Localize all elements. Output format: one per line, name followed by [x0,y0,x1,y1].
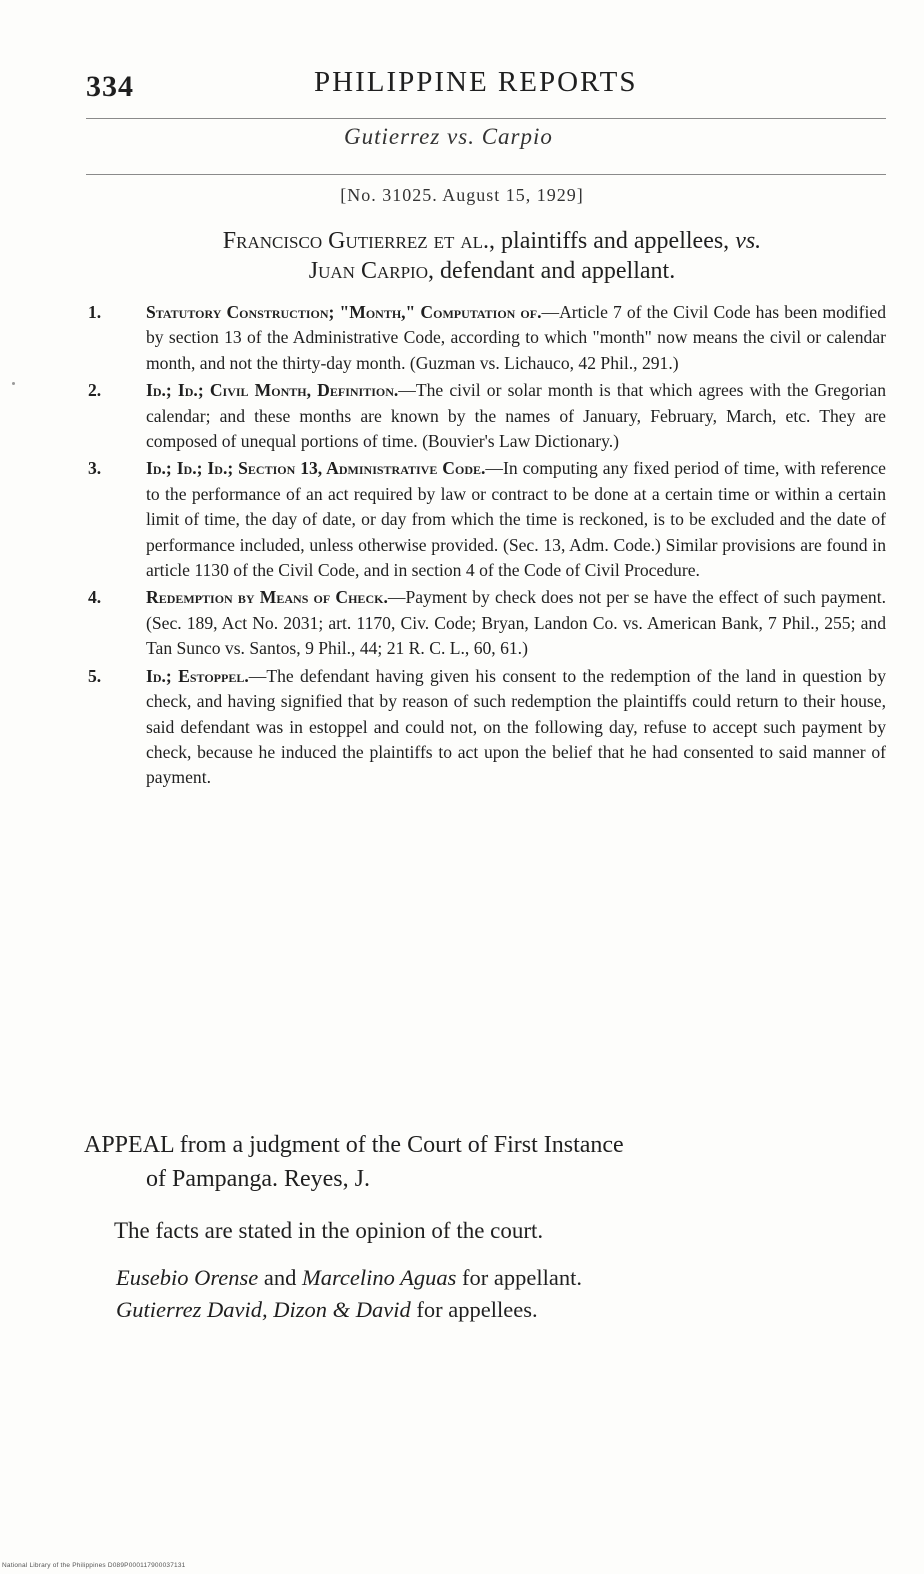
appellee-lawyers: Gutierrez David, Dizon & David [116,1297,411,1322]
syllabus-heading: Statutory Construction; "Month," Computation of. [146,302,542,322]
syllabus-number: 2. [88,380,102,401]
defendant-name: Juan Carpio [308,258,428,284]
appellant-lawyer-1: Eusebio Orense [116,1265,259,1290]
scan-speck [12,382,15,385]
page-number: 334 [86,70,134,103]
appeal-line-2: of Pampanga. Reyes, J. [146,1166,370,1192]
syllabus-body: —In computing any fixed period of time, with reference to the performance of an act required by law or contract to be done at a certain time or within a certain limit of time, the day of date, or day from which the time is reckoned, is to be excluded and the date of performance included, unless otherwise provided. (Sec. 13, Adm. Code.) Similar provisions are found in article 1130 of the Civil Code, and in section 4 of the Code of Civil Procedure. [146,458,886,581]
syllabus-item [88,585,886,661]
syllabus-body: —The defendant having given his consent to the redemption of the land in question by check, and having signified that by reason of such redemption the plaintiffs could return to their house, said defendant was in estoppel and could not, on the following day, refuse to accept such payment by check, because he induced the plaintiffs to act upon the belief that he had consented to said manner of payment. [146,665,887,788]
scan-footer: National Library of the Philippines D089P000117900037131 [2,1562,186,1569]
appeal-line-1: APPEAL from a judgment of the Court of First Instance [84,1132,624,1158]
plaintiffs-role: , plaintiffs and appellees, [489,228,736,254]
appeal-statement [84,1128,884,1196]
docket-line: [No. 31025. August 15, 1929] [340,185,584,205]
header-rule-bottom [86,174,886,175]
syllabus-item [88,456,886,583]
parties [92,226,892,286]
running-title: PHILIPPINE REPORTS [314,66,638,98]
versus: vs. [735,228,762,254]
appellant-lawyer-2: Marcelino Aguas [302,1265,457,1290]
syllabus-number: 5. [88,665,102,686]
syllabus-heading: Redemption by Means of Check. [146,587,388,608]
syllabus-body: —The civil or solar month is that which agrees with the Gregorian calendar; and these months are known by the names of January, February, March, etc. They are composed of unequal portions of time. (Bouvier's Law Dictionary.) [146,380,886,452]
syllabus-heading: Id.; Id.; Id.; Section 13, Administrative Code. [146,458,486,479]
syllabus-body: —Article 7 of the Civil Code has been modified by section 13 of the Administrative Code, according to which "month" now means the civil or calendar month, and not the thirty-day month. (Guzman vs. Lichauco, 42 Phil., 291.) [146,302,886,373]
syllabus-item [88,300,886,376]
header-rule-top [86,118,886,119]
syllabus-number: 1. [88,302,102,322]
syllabus-body: —Payment by check does not per se have the effect of such payment. (Sec. 189, Act No. 2031; art. 1170, Civ. Code; Bryan, Landon Co. vs. American Bank, 7 Phil., 255; and Tan Sunco vs. Santos, 9 Phil., 44; 21 R. C. L., 60, 61.) [146,587,886,659]
appellant-suffix: for appellant. [456,1265,582,1290]
appellant-counsel-line [116,1262,582,1294]
syllabus-number: 3. [88,458,102,479]
syllabus-heading: Id.; Id.; Civil Month, Definition. [146,380,399,401]
counsel [116,1262,582,1326]
plaintiffs-name: Francisco Gutierrez et al. [222,228,490,254]
case-title: Gutierrez vs. Carpio [344,124,553,149]
counsel-and: and [258,1265,303,1290]
syllabus-number: 4. [88,587,102,608]
syllabus [88,300,886,793]
defendant-role: , defendant and appellant. [427,258,676,284]
syllabus-item [88,378,886,454]
syllabus-heading: Id.; Estoppel. [146,665,249,686]
facts-statement: The facts are stated in the opinion of the court. [114,1218,544,1243]
appellee-counsel-line [116,1294,582,1326]
page-header [86,66,886,112]
syllabus-item [88,664,886,791]
appellee-suffix: for appellees. [410,1297,538,1322]
